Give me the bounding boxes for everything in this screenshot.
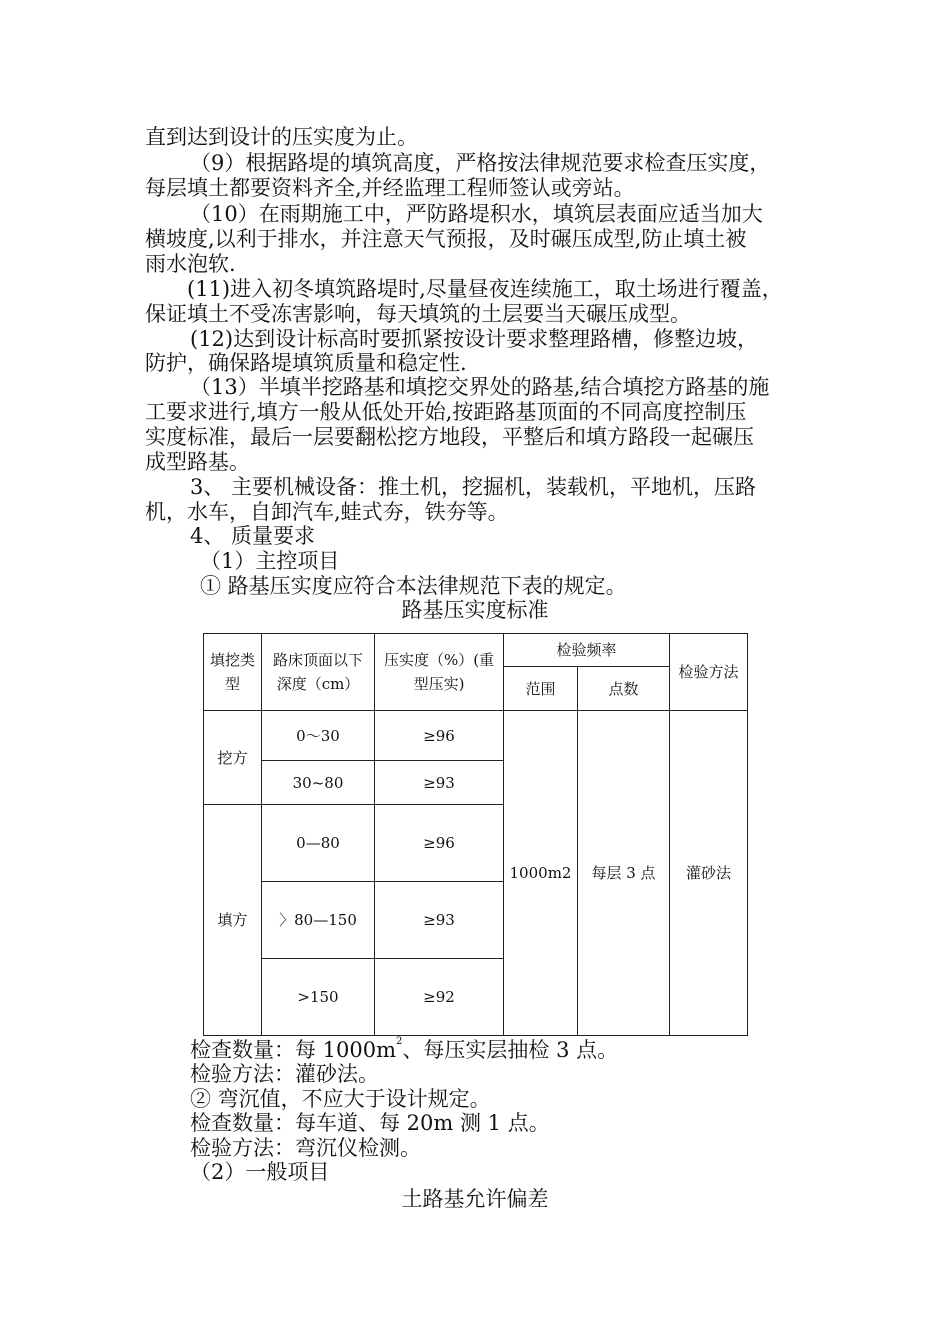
paragraph-line: (11)进入初冬填筑路堤时,尽量昼夜连续施工，取土场进行覆盖， — [187, 277, 783, 301]
group-fill: 填方 — [204, 805, 262, 1036]
section-heading: 4、 质量要求 — [190, 524, 316, 548]
paragraph-line: 检查数量：每车道、每 20m 测 1 点。 — [190, 1111, 550, 1135]
compaction-cell: ≥92 — [375, 959, 504, 1036]
paragraph-line: 雨水泡软. — [145, 252, 236, 276]
paragraph-line: 3、 主要机械设备：推土机，挖掘机，装载机，平地机，压路 — [190, 475, 757, 499]
header-depth: 路床顶面以下深度（cm） — [262, 634, 375, 711]
depth-cell: 0～30 — [262, 711, 375, 761]
paragraph-line: ① 路基压实度应符合本法律规范下表的规定。 — [200, 574, 627, 598]
inspection-qty-suffix: 、每压实层抽检 3 点。 — [402, 1038, 619, 1062]
compaction-cell: ≥93 — [375, 761, 504, 805]
points-cell: 每层 3 点 — [578, 711, 670, 1036]
paragraph-line: 保证填土不受冻害影响，每天填筑的土层要当天碾压成型。 — [145, 302, 691, 326]
range-cell: 1000m2 — [504, 711, 578, 1036]
depth-cell: 〉80—150 — [262, 882, 375, 959]
subsection-heading: （2）一般项目 — [190, 1160, 330, 1184]
table-caption: 路基压实度标准 — [401, 598, 549, 622]
superscript-2: 2 — [396, 1036, 403, 1047]
header-range: 范围 — [504, 667, 578, 711]
paragraph-line — [190, 1037, 618, 1063]
paragraph-line: （10）在雨期施工中，严防路堤积水，填筑层表面应适当加大 — [190, 202, 763, 226]
compaction-cell: ≥96 — [375, 711, 504, 761]
paragraph-line: 直到达到设计的压实度为止。 — [145, 125, 418, 149]
subsection-heading: （1）主控项目 — [200, 549, 340, 573]
header-fill-type: 填挖类型 — [204, 634, 262, 711]
paragraph-line: 每层填土都要资料齐全,并经监理工程师签认或旁站。 — [145, 176, 635, 200]
depth-cell: 0—80 — [262, 805, 375, 882]
header-compaction: 压实度（%）(重型压实) — [375, 634, 504, 711]
paragraph-line: 实度标准，最后一层要翻松挖方地段，平整后和填方路段一起碾压 — [145, 425, 754, 449]
depth-cell: >150 — [262, 959, 375, 1036]
table-row — [204, 711, 748, 761]
group-cut: 挖方 — [204, 711, 262, 805]
paragraph-line: （13）半填半挖路基和填挖交界处的路基,结合填挖方路基的施 — [190, 375, 770, 399]
paragraph-line: 成型路基。 — [145, 450, 250, 474]
compaction-cell: ≥93 — [375, 882, 504, 959]
compaction-table — [203, 633, 748, 1036]
paragraph-line: 防护，确保路堤填筑质量和稳定性. — [145, 351, 467, 375]
header-method: 检验方法 — [670, 634, 748, 711]
inspection-qty-prefix: 检查数量：每 1000m — [190, 1038, 397, 1062]
header-frequency: 检验频率 — [504, 634, 670, 667]
compaction-cell: ≥96 — [375, 805, 504, 882]
paragraph-line: 检验方法：灌砂法。 — [190, 1062, 379, 1086]
paragraph-line: ② 弯沉值，不应大于设计规定。 — [190, 1087, 491, 1111]
paragraph-line: 工要求进行,填方一般从低处开始,按距路基顶面的不同高度控制压 — [145, 400, 747, 424]
depth-cell: 30~80 — [262, 761, 375, 805]
header-points: 点数 — [578, 667, 670, 711]
method-cell: 灌砂法 — [670, 711, 748, 1036]
paragraph-line: 机，水车，自卸汽车,蛙式夯，铁夯等。 — [145, 500, 509, 524]
paragraph-line: 检验方法：弯沉仪检测。 — [190, 1136, 421, 1160]
paragraph-line: （9）根据路堤的填筑高度，严格按法律规范要求检查压实度， — [190, 151, 771, 175]
paragraph-line: (12)达到设计标高时要抓紧按设计要求整理路槽，修整边坡， — [190, 327, 759, 351]
paragraph-line: 横坡度,以利于排水，并注意天气预报，及时碾压成型,防止填土被 — [145, 227, 747, 251]
table-caption: 土路基允许偏差 — [401, 1187, 549, 1211]
